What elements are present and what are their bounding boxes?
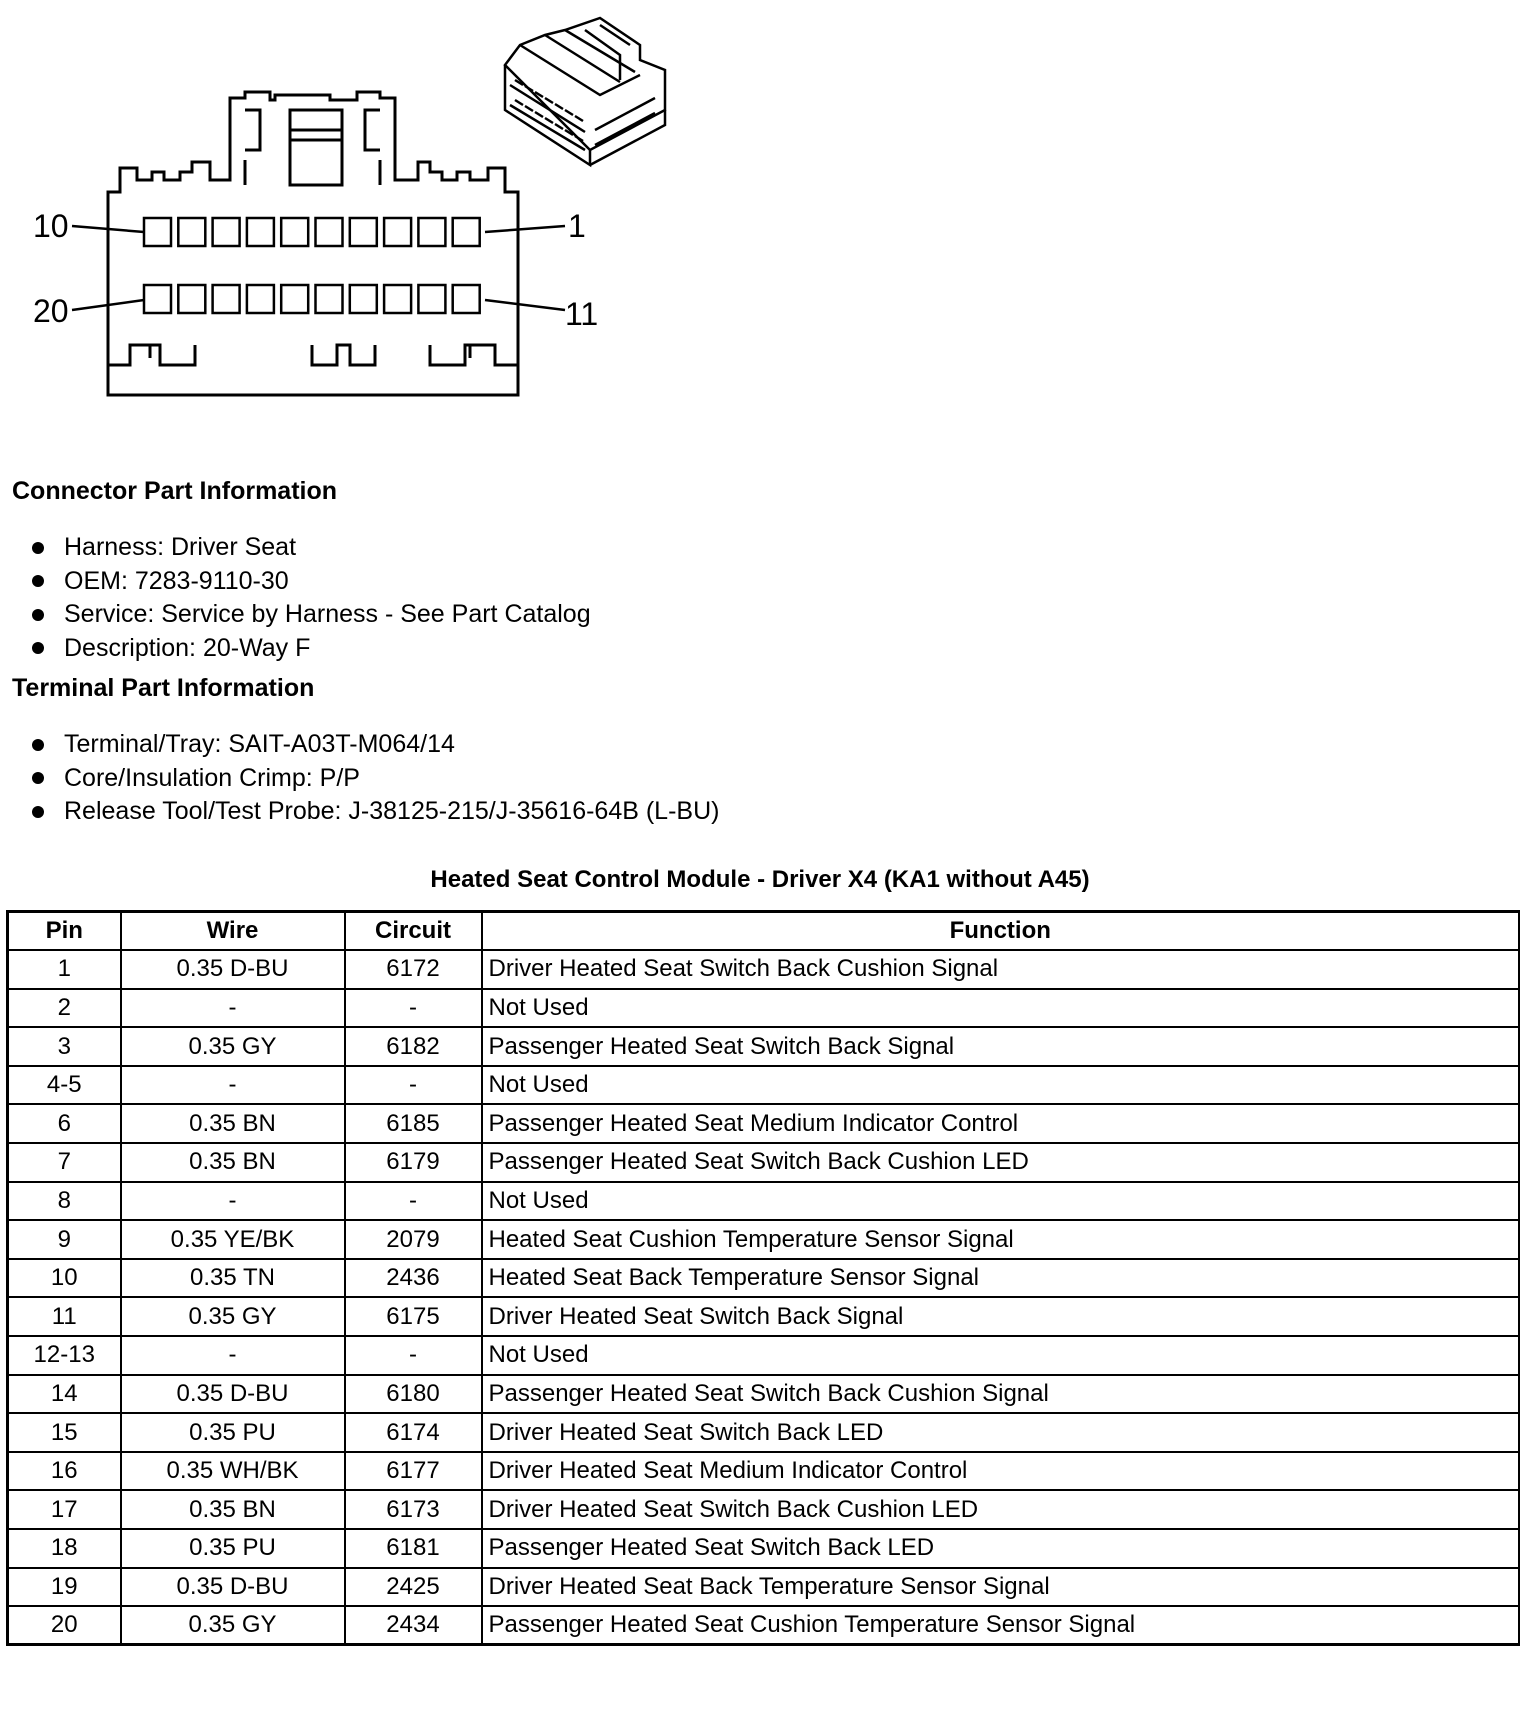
table-title: Heated Seat Control Module - Driver X4 (KA1 without A45): [430, 866, 1090, 893]
cell-pin: 19: [8, 1568, 121, 1607]
cell-pin: 12-13: [8, 1336, 121, 1375]
table-row: [8, 1297, 1520, 1336]
bullet-icon: [32, 542, 44, 554]
cell-function: Passenger Heated Seat Cushion Temperature Sensor Signal: [482, 1606, 1520, 1645]
cavity-row-bottom: [144, 285, 480, 313]
cell-pin: 16: [8, 1452, 121, 1491]
header-circuit: Circuit: [345, 912, 482, 951]
bottom-key-right: [430, 345, 518, 365]
cell-function: Passenger Heated Seat Switch Back LED: [482, 1529, 1520, 1568]
cavity: [144, 285, 171, 313]
cell-pin: 3: [8, 1027, 121, 1066]
header-function: Function: [482, 912, 1520, 951]
cell-circuit: 6172: [345, 950, 482, 989]
cell-circuit: 2436: [345, 1259, 482, 1298]
cell-circuit: 6181: [345, 1529, 482, 1568]
bullet-icon: [32, 739, 44, 751]
terminal-info-list: [30, 728, 719, 829]
cell-circuit: 6185: [345, 1104, 482, 1143]
cell-wire: 0.35 BN: [121, 1104, 345, 1143]
cell-wire: 0.35 GY: [121, 1606, 345, 1645]
table-row: [8, 1066, 1520, 1105]
cell-circuit: 2434: [345, 1606, 482, 1645]
cell-pin: 9: [8, 1220, 121, 1259]
connector-info-title: Connector Part Information: [12, 477, 338, 505]
cavity: [281, 218, 308, 246]
cavity: [418, 218, 445, 246]
cavity: [178, 218, 205, 246]
list-item-text: Terminal/Tray: SAIT-A03T-M064/14: [64, 730, 455, 759]
cell-wire: 0.35 GY: [121, 1297, 345, 1336]
cell-wire: 0.35 WH/BK: [121, 1452, 345, 1491]
cavity: [281, 285, 308, 313]
leader-line-11: [485, 300, 565, 310]
cell-function: Heated Seat Cushion Temperature Sensor Signal: [482, 1220, 1520, 1259]
cavity-row-top: [144, 218, 480, 246]
cell-function: Driver Heated Seat Switch Back Cushion Signal: [482, 950, 1520, 989]
cell-function: Not Used: [482, 989, 1520, 1028]
cell-wire: 0.35 GY: [121, 1027, 345, 1066]
list-item-text: Release Tool/Test Probe: J-38125-215/J-35616-64B (L-BU): [64, 797, 720, 826]
cell-wire: 0.35 BN: [121, 1490, 345, 1529]
cell-wire: -: [121, 1182, 345, 1221]
cell-pin: 7: [8, 1143, 121, 1182]
cell-wire: -: [121, 1066, 345, 1105]
table-row: [8, 1182, 1520, 1221]
cell-wire: 0.35 D-BU: [121, 1375, 345, 1414]
pin-label-10: 10: [33, 208, 69, 244]
cell-wire: 0.35 YE/BK: [121, 1220, 345, 1259]
cell-circuit: 2425: [345, 1568, 482, 1607]
latch: [290, 110, 342, 185]
cell-wire: 0.35 TN: [121, 1259, 345, 1298]
table-row: [8, 989, 1520, 1028]
cell-circuit: 6180: [345, 1375, 482, 1414]
cell-function: Driver Heated Seat Switch Back LED: [482, 1413, 1520, 1452]
cell-wire: 0.35 PU: [121, 1413, 345, 1452]
cell-circuit: -: [345, 989, 482, 1028]
cavity: [144, 218, 171, 246]
cavity: [418, 285, 445, 313]
list-item: [30, 632, 591, 666]
list-item-text: OEM: 7283-9110-30: [64, 566, 289, 595]
cell-function: Passenger Heated Seat Switch Back Cushion LED: [482, 1143, 1520, 1182]
table-row: [8, 1027, 1520, 1066]
table-header-row: [8, 912, 1520, 951]
leader-line-1: [485, 226, 565, 232]
cell-wire: -: [121, 989, 345, 1028]
cavity: [247, 218, 274, 246]
cell-pin: 20: [8, 1606, 121, 1645]
cell-function: Not Used: [482, 1336, 1520, 1375]
cell-pin: 10: [8, 1259, 121, 1298]
cell-wire: -: [121, 1336, 345, 1375]
table-row: [8, 1529, 1520, 1568]
list-item: [30, 762, 719, 796]
list-item-text: Harness: Driver Seat: [64, 533, 297, 562]
pin-label-20: 20: [33, 293, 69, 329]
cell-circuit: 2079: [345, 1220, 482, 1259]
cavity: [213, 285, 240, 313]
table-row: [8, 1336, 1520, 1375]
cavity: [453, 218, 480, 246]
cavity: [247, 285, 274, 313]
bullet-icon: [32, 609, 44, 621]
cell-pin: 4-5: [8, 1066, 121, 1105]
cell-circuit: 6174: [345, 1413, 482, 1452]
cell-function: Heated Seat Back Temperature Sensor Signal: [482, 1259, 1520, 1298]
header-pin: Pin: [8, 912, 121, 951]
cell-pin: 8: [8, 1182, 121, 1221]
cell-function: Driver Heated Seat Medium Indicator Control: [482, 1452, 1520, 1491]
list-item: [30, 565, 591, 599]
cell-circuit: -: [345, 1182, 482, 1221]
list-item: [30, 598, 591, 632]
cell-pin: 2: [8, 989, 121, 1028]
table-row: [8, 1220, 1520, 1259]
cell-pin: 1: [8, 950, 121, 989]
cell-circuit: 6182: [345, 1027, 482, 1066]
cavity: [213, 218, 240, 246]
cell-pin: 17: [8, 1490, 121, 1529]
cell-wire: 0.35 D-BU: [121, 950, 345, 989]
cavity: [384, 285, 411, 313]
table-row: [8, 950, 1520, 989]
cell-function: Driver Heated Seat Switch Back Cushion LED: [482, 1490, 1520, 1529]
table-row: [8, 1143, 1520, 1182]
bottom-key-middle: [312, 345, 375, 365]
list-item: [30, 531, 591, 565]
header-wire: Wire: [121, 912, 345, 951]
terminal-info-title: Terminal Part Information: [12, 674, 315, 702]
table-row: [8, 1490, 1520, 1529]
cell-wire: 0.35 BN: [121, 1143, 345, 1182]
connector-info-list: [30, 531, 591, 665]
cell-circuit: 6175: [345, 1297, 482, 1336]
bullet-icon: [32, 575, 44, 587]
list-item-text: Description: 20-Way F: [64, 633, 311, 662]
pinout-table: [6, 910, 1520, 1646]
table-row: [8, 1452, 1520, 1491]
cavity: [178, 285, 205, 313]
table-row: [8, 1259, 1520, 1298]
cavity: [316, 218, 343, 246]
cell-circuit: -: [345, 1336, 482, 1375]
cell-circuit: 6177: [345, 1452, 482, 1491]
cavity: [453, 285, 480, 313]
cell-pin: 11: [8, 1297, 121, 1336]
list-item: [30, 795, 719, 829]
pin-label-11: 11: [565, 296, 599, 332]
cell-pin: 6: [8, 1104, 121, 1143]
list-item-text: Service: Service by Harness - See Part Catalog: [64, 600, 591, 629]
cell-wire: 0.35 PU: [121, 1529, 345, 1568]
cell-function: Not Used: [482, 1066, 1520, 1105]
cell-wire: 0.35 D-BU: [121, 1568, 345, 1607]
cavity: [350, 218, 377, 246]
cell-function: Passenger Heated Seat Switch Back Signal: [482, 1027, 1520, 1066]
cell-function: Passenger Heated Seat Medium Indicator Control: [482, 1104, 1520, 1143]
table-row: [8, 1606, 1520, 1645]
cell-circuit: -: [345, 1066, 482, 1105]
cell-circuit: 6173: [345, 1490, 482, 1529]
list-item: [30, 728, 719, 762]
cell-function: Driver Heated Seat Back Temperature Sensor Signal: [482, 1568, 1520, 1607]
connector-diagram: [0, 0, 760, 420]
cell-pin: 15: [8, 1413, 121, 1452]
cell-function: Driver Heated Seat Switch Back Signal: [482, 1297, 1520, 1336]
table-row: [8, 1413, 1520, 1452]
cavity: [384, 218, 411, 246]
cell-circuit: 6179: [345, 1143, 482, 1182]
cell-function: Not Used: [482, 1182, 1520, 1221]
cell-pin: 18: [8, 1529, 121, 1568]
cavity: [316, 285, 343, 313]
table-row: [8, 1568, 1520, 1607]
table-row: [8, 1104, 1520, 1143]
bullet-icon: [32, 642, 44, 654]
list-item-text: Core/Insulation Crimp: P/P: [64, 763, 360, 792]
bullet-icon: [32, 806, 44, 818]
pin-label-1: 1: [568, 208, 586, 244]
table-row: [8, 1375, 1520, 1414]
connector-3d-view: [505, 18, 665, 165]
cell-function: Passenger Heated Seat Switch Back Cushion Signal: [482, 1375, 1520, 1414]
cavity: [350, 285, 377, 313]
cell-pin: 14: [8, 1375, 121, 1414]
bullet-icon: [32, 772, 44, 784]
